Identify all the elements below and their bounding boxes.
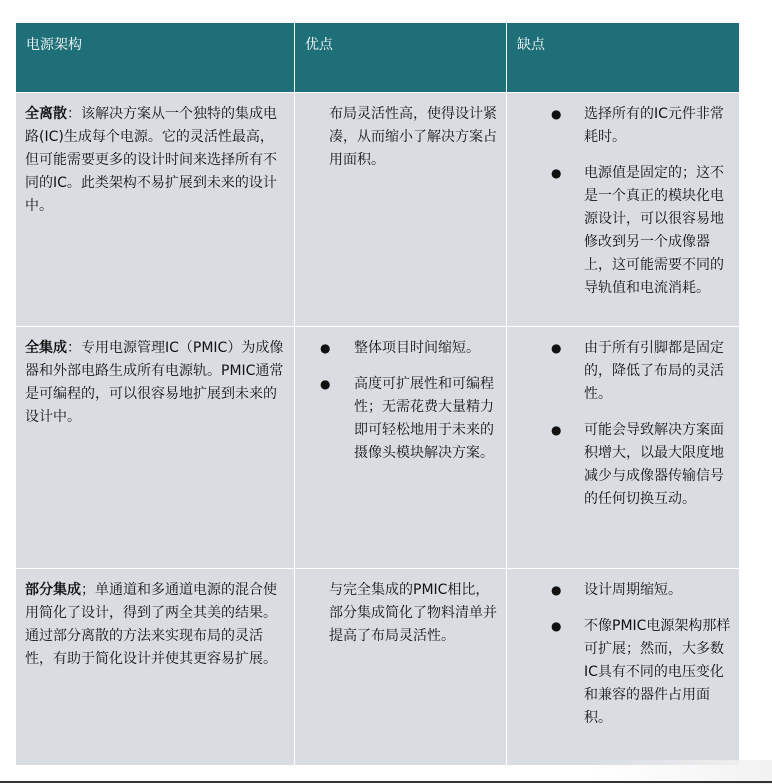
architecture-desc: ；单通道和多通道电源的混合使用简化了设计，得到了两全其美的结果。通过部分离散的方法来实现布局的灵活性，有助于简化设计并使其更容易扩展。 <box>25 582 277 667</box>
pros-list <box>295 327 506 465</box>
architecture-cell <box>16 569 295 765</box>
cons-list <box>507 327 739 511</box>
table-header-row <box>16 23 739 93</box>
bullet-icon: ● <box>551 583 562 597</box>
table-row <box>16 93 739 327</box>
architecture-desc: ：专用电源管理IC（PMIC）为成像器和外部电路生成所有电源轨。PMIC通常是可编程的，可以很容易地扩展到未来的设计中。 <box>25 340 284 425</box>
architecture-cell <box>16 327 295 568</box>
pros-cell <box>295 93 507 326</box>
list-item-text: 设计周期缩短。 <box>584 582 682 598</box>
comparison-table <box>16 23 739 766</box>
list-item-text: 选择所有的IC元件非常耗时。 <box>584 106 724 145</box>
list-item-text: 可能会导致解决方案面积增大，以最大限度地减少与成像器传输信号的任何切换互动。 <box>584 422 724 507</box>
list-item-text: 整体项目时间缩短。 <box>354 340 480 356</box>
bottom-divider <box>0 781 772 783</box>
cons-cell <box>507 569 739 765</box>
list-item <box>507 579 733 602</box>
pros-cell <box>295 569 507 765</box>
list-item <box>507 103 733 149</box>
architecture-title: 全集成 <box>25 340 67 356</box>
list-item <box>295 337 500 360</box>
architecture-desc: ：该解决方案从一个独特的集成电路(IC)生成每个电源。它的灵活性最高，但可能需要更多的设计时间来选择所有不同的IC。此类架构不易扩展到未来的设计中。 <box>25 106 277 214</box>
list-item-text: 不像PMIC电源架构那样可扩展；然而，大多数IC具有不同的电压变化和兼容的器件占用面积。 <box>584 618 731 726</box>
cons-list <box>507 93 739 300</box>
list-item-text: 高度可扩展性和可编程性；无需花费大量精力即可轻松地用于未来的摄像头模块解决方案。 <box>354 376 494 461</box>
table-row <box>16 569 739 766</box>
table-row <box>16 327 739 569</box>
bullet-icon: ● <box>551 341 562 355</box>
header-disadvantages: 缺点 <box>517 37 545 53</box>
list-item <box>507 419 733 511</box>
architecture-cell <box>16 93 295 326</box>
pros-text: 布局灵活性高，使得设计紧凑，从而缩小了解决方案占用面积。 <box>329 106 497 168</box>
bullet-icon: ● <box>551 423 562 437</box>
architecture-title: 部分集成 <box>25 582 81 598</box>
list-item <box>295 373 500 465</box>
bullet-icon: ● <box>320 377 331 391</box>
list-item <box>507 337 733 406</box>
cons-cell <box>507 327 739 568</box>
bullet-icon: ● <box>320 341 331 355</box>
header-architecture: 电源架构 <box>16 23 295 92</box>
bullet-icon: ● <box>551 619 562 633</box>
header-advantages: 优点 <box>295 23 507 92</box>
list-item-text: 电源值是固定的；这不是一个真正的模块化电源设计，可以很容易地修改到另一个成像器上，这可能需要不同的导轨值和电流消耗。 <box>584 165 724 296</box>
bullet-icon: ● <box>551 166 562 180</box>
pros-cell <box>295 327 507 568</box>
bullet-icon: ● <box>551 107 562 121</box>
list-item <box>507 615 733 730</box>
cons-list <box>507 569 739 730</box>
pros-text: 与完全集成的PMIC相比，部分集成简化了物料清单并提高了布局灵活性。 <box>329 582 497 644</box>
cons-cell <box>507 93 739 326</box>
architecture-title: 全离散 <box>25 106 67 122</box>
list-item <box>507 162 733 300</box>
list-item-text: 由于所有引脚都是固定的，降低了布局的灵活性。 <box>584 340 724 402</box>
